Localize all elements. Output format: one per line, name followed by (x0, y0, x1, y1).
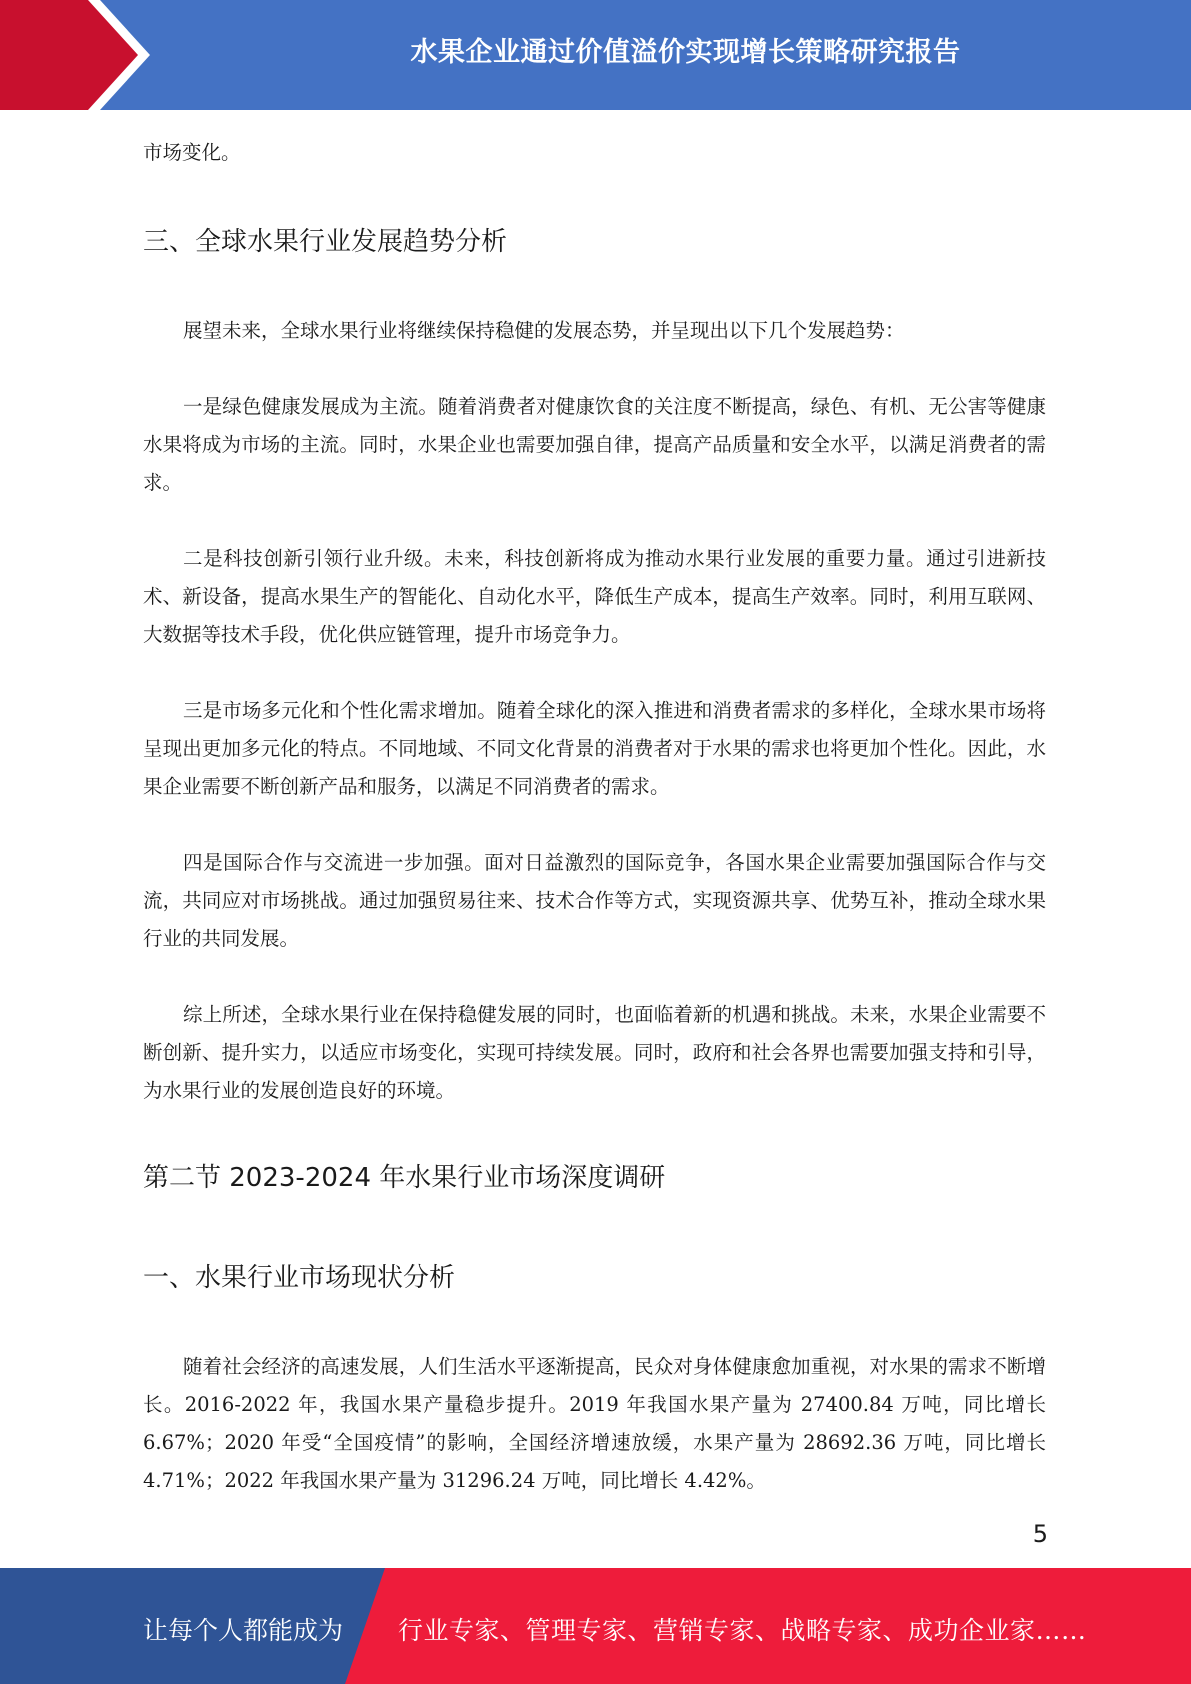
section-heading-global-trends: 三、全球水果行业发展趋势分析 (143, 227, 508, 257)
footer-slogan-right: 行业专家、管理专家、营销专家、战略专家、成功企业家…… (398, 1616, 1087, 1645)
paragraph-summary: 综上所述，全球水果行业在保持稳健发展的同时，也面临着新的机遇和挑战。未来，水果企业需要不断创新、提升实力，以适应市场变化，实现可持续发展。同时，政府和社会各界也需要加强支持和引导，为水果行业的发展创造良好的环境。 (143, 1003, 1046, 1102)
paragraph-market-status: 随着社会经济的高速发展，人们生活水平逐渐提高，民众对身体健康愈加重视，对水果的需求不断增长。2016-2022 年，我国水果产量稳步提升。2019 年我国水果产量为 27400.84 万吨，同比增长 6.67%；2020 年受“全国疫情”的影响，全国经济增速放缓，水果产量为 28692.36 万吨，同比增长 4.71%；2022 年我国水果产量为 31296.24 万吨，同比增长 4.42%。 (143, 1355, 1046, 1492)
header-chevron (0, 0, 160, 110)
paragraph-trend-1: 一是绿色健康发展成为主流。随着消费者对健康饮食的关注度不断提高，绿色、有机、无公害等健康水果将成为市场的主流。同时，水果企业也需要加强自律，提高产品质量和安全水平，以满足消费者的需求。 (143, 395, 1046, 494)
paragraph-trend-3: 三是市场多元化和个性化需求增加。随着全球化的深入推进和消费者需求的多样化，全球水果市场将呈现出更加多元化的特点。不同地域、不同文化背景的消费者对于水果的需求也将更加个性化。因此，水果企业需要不断创新产品和服务，以满足不同消费者的需求。 (143, 699, 1046, 798)
paragraph-intro: 展望未来，全球水果行业将继续保持稳健的发展态势，并呈现出以下几个发展趋势： (183, 319, 905, 342)
page-body (143, 134, 1046, 1500)
carryover-text: 市场变化。 (143, 141, 241, 164)
section-node-heading: 第二节 2023-2024 年水果行业市场深度调研 (143, 1163, 666, 1193)
subsection-heading-market-status: 一、水果行业市场现状分析 (143, 1263, 456, 1293)
footer-slogan-left: 让每个人都能成为 (143, 1616, 344, 1645)
paragraph-trend-4: 四是国际合作与交流进一步加强。面对日益激烈的国际竞争，各国水果企业需要加强国际合作与交流，共同应对市场挑战。通过加强贸易往来、技术合作等方式，实现资源共享、优势互补，推动全球水果行业的共同发展。 (143, 851, 1046, 950)
paragraph-trend-2: 二是科技创新引领行业升级。未来，科技创新将成为推动水果行业发展的重要力量。通过引进新技术、新设备，提高水果生产的智能化、自动化水平，降低生产成本，提高生产效率。同时，利用互联网、大数据等技术手段，优化供应链管理，提升市场竞争力。 (143, 547, 1046, 646)
page-header (0, 0, 1191, 110)
report-title: 水果企业通过价值溢价实现增长策略研究报告 (410, 37, 961, 68)
page-number: 5 (1032, 1520, 1048, 1548)
